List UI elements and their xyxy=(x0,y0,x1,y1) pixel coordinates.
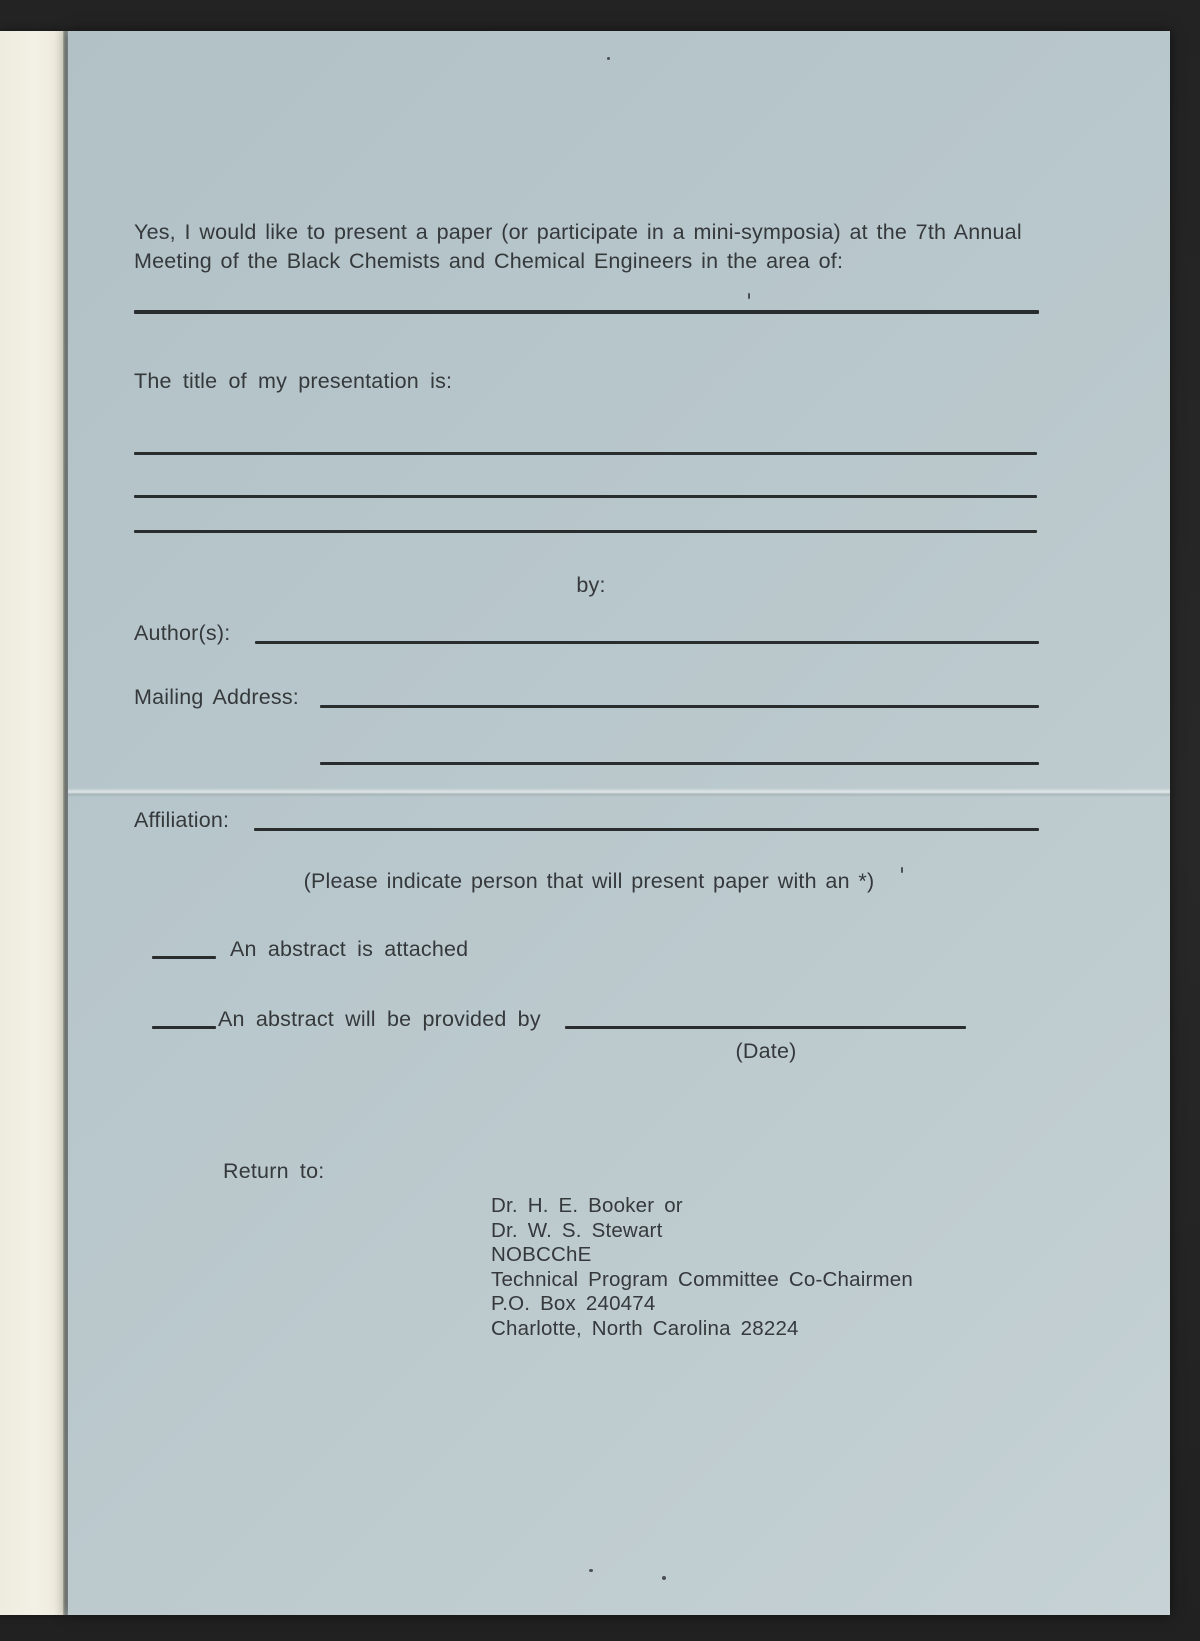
scan-speck xyxy=(589,1569,593,1572)
intro-paragraph xyxy=(134,218,1064,275)
by-label: by: xyxy=(576,573,606,597)
address-line-6: Charlotte, North Carolina 28224 xyxy=(491,1316,799,1340)
date-blank-line xyxy=(565,1026,966,1029)
return-address-block xyxy=(491,1194,913,1341)
intro-line-1: Yes, I would like to present a paper (or participate in a mini-symposia) at the 7th Annual xyxy=(134,220,1022,244)
mailing-address-label: Mailing Address: xyxy=(134,685,299,709)
authors-label: Author(s): xyxy=(134,621,231,645)
abstract-attached-label: An abstract is attached xyxy=(230,937,469,961)
affiliation-label: Affiliation: xyxy=(134,808,230,832)
title-prompt: The title of my presentation is: xyxy=(134,369,453,393)
affiliation-blank-line xyxy=(254,828,1039,831)
title-blank-line-2 xyxy=(134,495,1037,498)
scan-speck xyxy=(901,867,903,873)
authors-blank-line xyxy=(255,641,1039,644)
presenter-note: (Please indicate person that will present paper with an *) xyxy=(303,869,875,893)
address-line-1: Dr. H. E. Booker or xyxy=(491,1194,683,1217)
title-blank-line-1 xyxy=(134,452,1037,455)
address-line-2: Dr. W. S. Stewart xyxy=(491,1218,663,1242)
mailing-address-blank-line-1 xyxy=(320,705,1039,708)
left-page-edge xyxy=(0,31,63,1615)
address-line-3: NOBCChE xyxy=(491,1243,592,1266)
abstract-attached-blank xyxy=(152,956,216,959)
abstract-provided-label: An abstract will be provided by xyxy=(218,1007,541,1031)
area-of-blank-line xyxy=(134,310,1039,314)
title-blank-line-3 xyxy=(134,530,1037,533)
address-line-4: Technical Program Committee Co-Chairmen xyxy=(491,1267,913,1291)
scan-speck xyxy=(662,1576,666,1580)
return-to-label: Return to: xyxy=(223,1159,325,1183)
intro-line-2: Meeting of the Black Chemists and Chemical Engineers in the area of: xyxy=(134,248,844,273)
scan-speck xyxy=(607,57,610,60)
address-line-5: P.O. Box 240474 xyxy=(491,1292,656,1315)
scan-speck xyxy=(748,293,750,299)
date-caption: (Date) xyxy=(735,1039,797,1063)
mailing-address-blank-line-2 xyxy=(320,762,1039,765)
fold-crease xyxy=(68,788,1170,797)
form-page xyxy=(68,31,1170,1615)
abstract-provided-blank xyxy=(152,1026,216,1029)
